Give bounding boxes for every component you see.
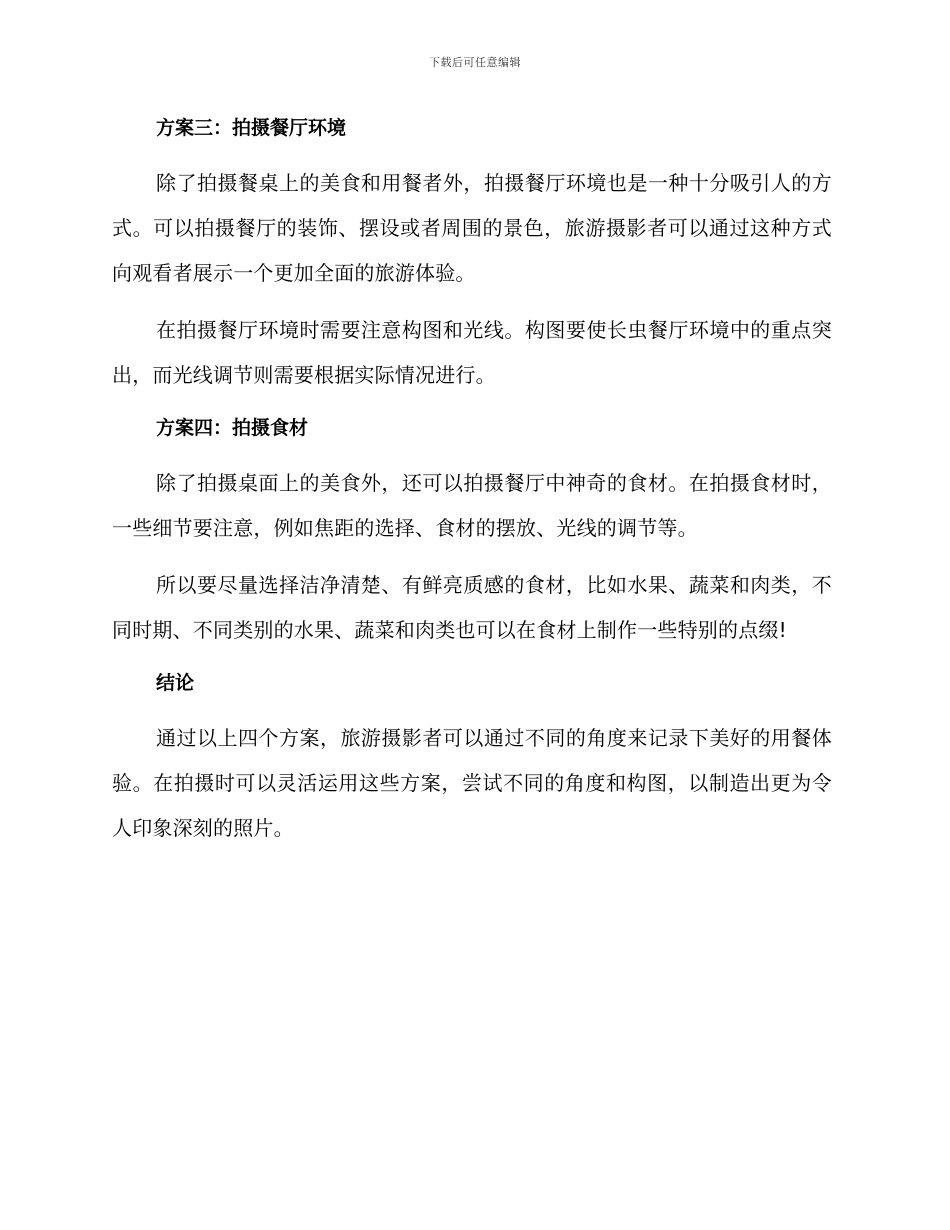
section-heading-plan-three: 方案三：拍摄餐厅环境 [156,117,347,139]
paragraph: 除了拍摄桌面上的美食外，还可以拍摄餐厅中神奇的食材。在拍摄食材时，一些细节要注意，例如焦距的选择、食材的摆放、光线的调节等。 [112,471,832,540]
paragraph: 通过以上四个方案，旅游摄影者可以通过不同的角度来记录下美好的用餐体验。在拍摄时可以灵活运用这些方案，尝试不同的角度和构图，以制造出更为令人印象深刻的照片。 [112,726,832,840]
header-note: 下载后可任意编辑 [429,56,521,69]
paragraph: 在拍摄餐厅环境时需要注意构图和光线。构图要使长虫餐厅环境中的重点突出，而光线调节则需要根据实际情况进行。 [112,318,832,387]
paragraph: 所以要尽量选择洁净清楚、有鲜亮质感的食材，比如水果、蔬菜和肉类，不同时期、不同类别的水果、蔬菜和肉类也可以在食材上制作一些特别的点缀! [112,573,832,642]
document-body [112,110,832,851]
section-heading-conclusion: 结论 [156,672,195,694]
section-heading-plan-four: 方案四：拍摄食材 [156,417,309,439]
paragraph: 除了拍摄餐桌上的美食和用餐者外，拍摄餐厅环境也是一种十分吸引人的方式。可以拍摄餐厅的装饰、摆设或者周围的景色，旅游摄影者可以通过这种方式向观看者展示一个更加全面的旅游体验。 [112,171,832,285]
